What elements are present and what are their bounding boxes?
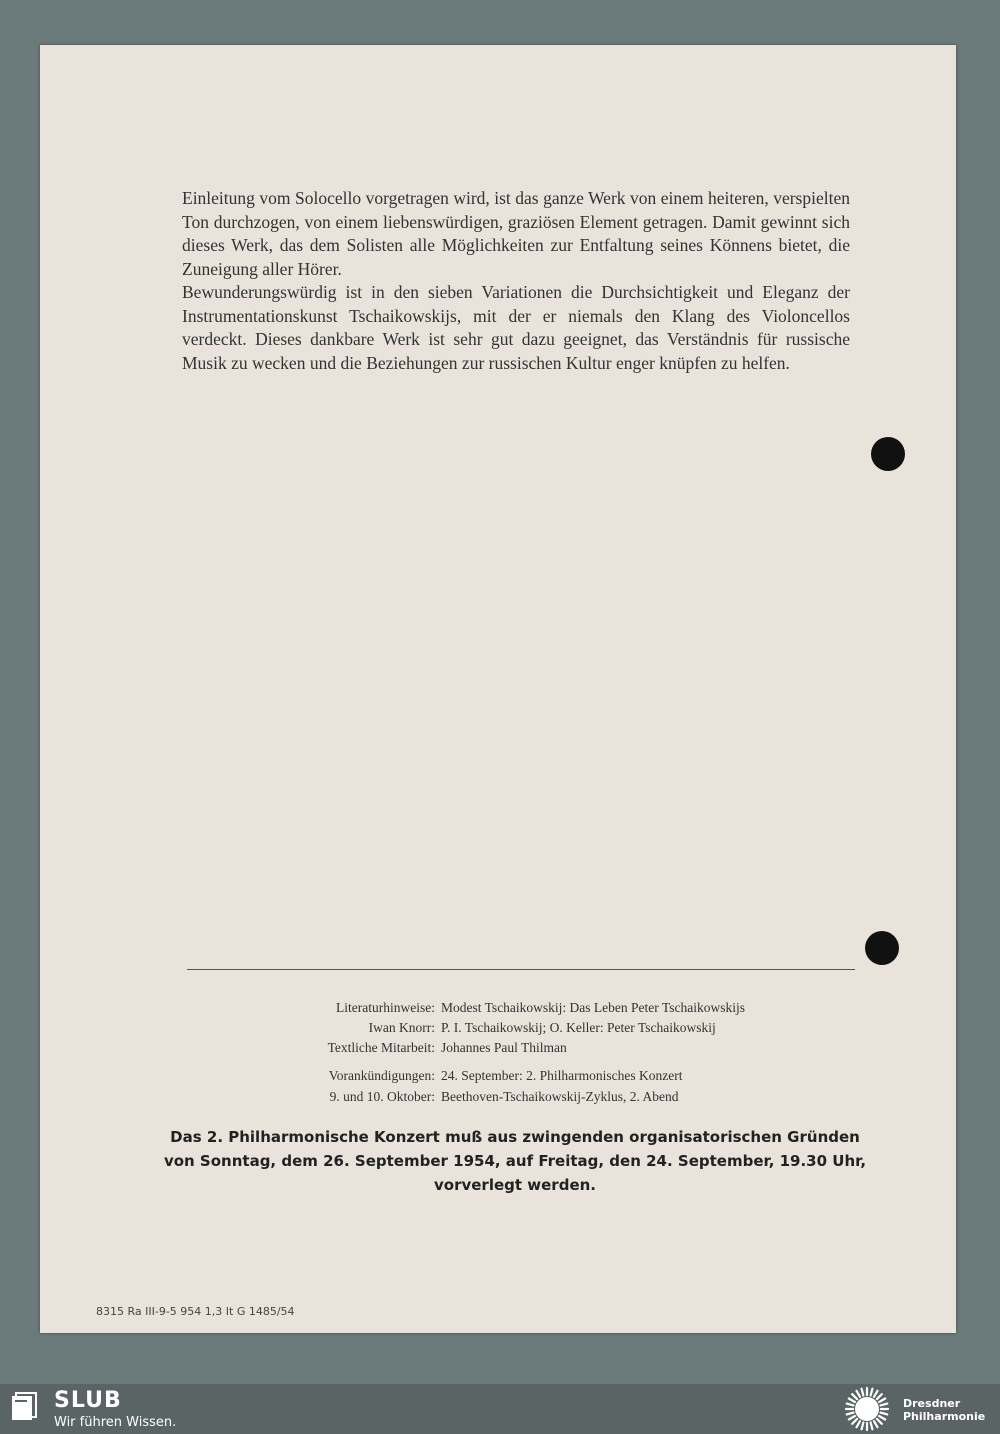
partner-name[interactable] (903, 1397, 985, 1423)
sunburst-ray (877, 1419, 882, 1424)
sunburst-ray (877, 1394, 882, 1399)
reference-value: Modest Tschaikowskij: Das Leben Peter Tschaikowskijs (441, 1000, 745, 1015)
punch-hole-bottom (865, 931, 899, 965)
sunburst-ray (857, 1421, 861, 1427)
sunburst-ray (881, 1413, 888, 1415)
reference-key: Textliche Mitarbeit: (327, 1040, 435, 1055)
sunburst-ray (871, 1423, 873, 1430)
reference-value: Johannes Paul Thilman (441, 1040, 567, 1055)
sunburst-ray (852, 1394, 857, 1399)
partner-name-line2: Philharmonie (903, 1410, 986, 1423)
slub-name[interactable]: SLUB (54, 1388, 122, 1413)
sunburst-ray (849, 1416, 855, 1420)
sunburst-ray (849, 1399, 855, 1403)
sunburst-ray (879, 1416, 885, 1420)
punch-hole-top (871, 437, 905, 471)
announcement-row (40, 1086, 956, 1107)
announcement-row (40, 1065, 956, 1086)
partner-name-line1: Dresdner (903, 1397, 961, 1410)
divider-line (187, 969, 855, 970)
book-icon[interactable] (10, 1392, 38, 1422)
announcement-key: Vorankündigungen: (328, 1068, 435, 1083)
notice-line: vorverlegt werden. (434, 1176, 596, 1194)
sunburst-ray (847, 1413, 854, 1415)
sunburst-ray (862, 1389, 864, 1396)
paragraph-1: Einleitung vom Solocello vorgetragen wird, ist das ganze Werk von einem heiteren, verspielten Ton durchzogen, von einem liebenswürdigen, graziösen Element getragen. Damit gewinnt sich dieses Werk, das dem Solisten alle Möglichkeiten zur Entfaltung seines Könnens bietet, die Zuneigung aller Hörer. (182, 188, 850, 279)
sunburst-ray (857, 1391, 861, 1397)
sunburst-ray (871, 1389, 873, 1396)
notice-line: von Sonntag, dem 26. September 1954, auf Freitag, den 24. September, 19.30 Uhr, (163, 1152, 867, 1170)
announcement-value: Beethoven-Tschaikowskij-Zyklus, 2. Abend (441, 1089, 679, 1104)
sunburst-ray (874, 1391, 878, 1397)
sunburst-ray (874, 1421, 878, 1427)
announcement-key: 9. und 10. Oktober: (329, 1089, 435, 1104)
footer-bar (0, 1384, 1000, 1434)
sunburst-ray (881, 1404, 888, 1406)
sunburst-ray (847, 1404, 854, 1406)
sunburst-logo-icon[interactable] (843, 1386, 891, 1432)
sunburst-ray (879, 1399, 885, 1403)
reference-row (40, 997, 956, 1018)
reference-row (40, 1017, 956, 1038)
body-text (182, 187, 850, 375)
notice-line: Das 2. Philharmonische Konzert muß aus zwingenden organisatorischen Gründen (170, 1128, 860, 1146)
document-page (40, 45, 956, 1333)
reference-value: P. I. Tschaikowskij; O. Keller: Peter Tschaikowskij (441, 1020, 716, 1035)
paragraph-2: Bewunderungswürdig ist in den sieben Variationen die Durchsichtigkeit und Eleganz der Instrumentationskunst Tschaikowskijs, mit der er niemals den Klang des Violoncellos verdeckt. Dieses dankbare Werk ist sehr gut dazu geeignet, das Verständnis für russische Musik zu wecken und die Beziehungen zur russischen Kultur enger knüpfen zu helfen. (182, 282, 850, 373)
reference-key: Literaturhinweise: (336, 1000, 435, 1015)
slub-tagline: Wir führen Wissen. (54, 1415, 177, 1430)
reference-row (40, 1037, 956, 1058)
print-code: 8315 Ra III-9-5 954 1,3 It G 1485/54 (96, 1305, 295, 1318)
reference-key: Iwan Knorr: (368, 1020, 435, 1035)
sunburst-ray (852, 1419, 857, 1424)
sunburst-ray (862, 1423, 864, 1430)
postponement-notice (150, 1125, 880, 1197)
announcement-value: 24. September: 2. Philharmonisches Konzert (441, 1068, 683, 1083)
